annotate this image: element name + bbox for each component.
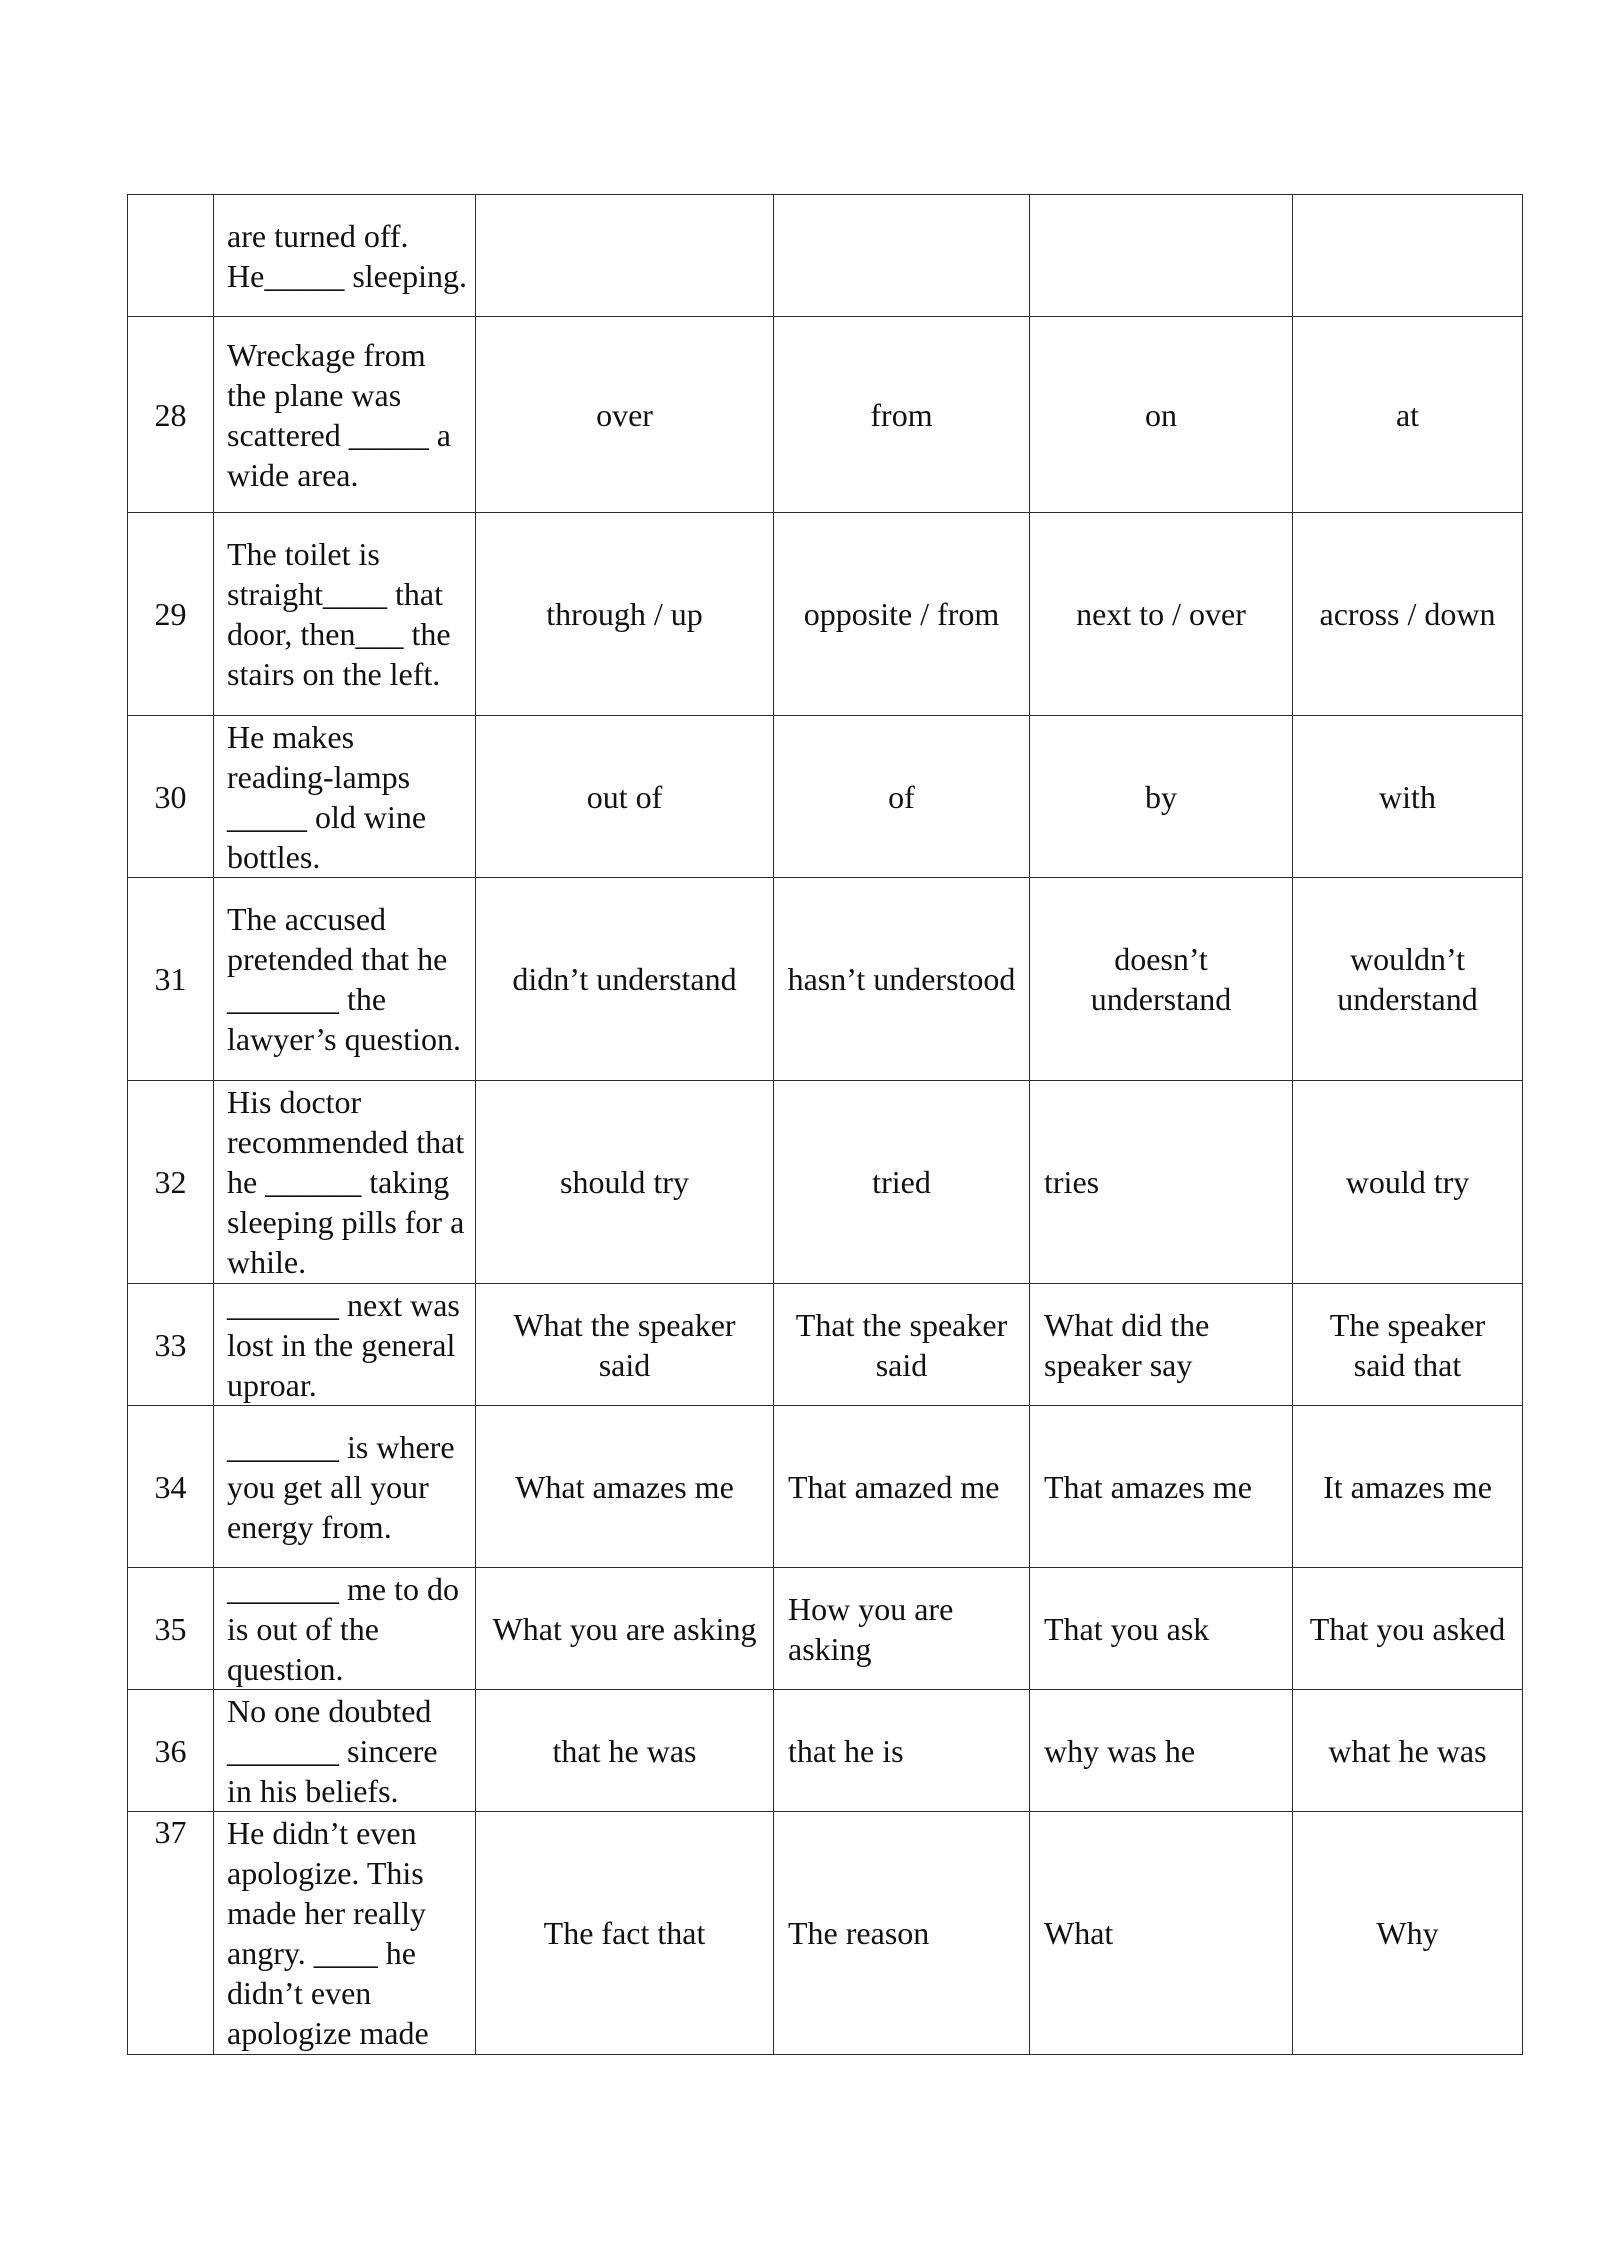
option-c: next to / over: [1030, 513, 1293, 716]
option-d: The speaker said that: [1293, 1284, 1523, 1406]
option-b: The reason: [774, 1812, 1030, 2055]
option-d: wouldn’t understand: [1293, 878, 1523, 1081]
option-b: that he is: [774, 1690, 1030, 1812]
option-c: That amazes me: [1030, 1406, 1293, 1568]
option-a: should try: [476, 1081, 774, 1284]
table-row: [128, 878, 1523, 1081]
option-a: didn’t understand: [476, 878, 774, 1081]
table-row: [128, 1081, 1523, 1284]
table-row: [128, 1812, 1523, 2055]
question-number: 28: [128, 317, 214, 513]
option-b: tried: [774, 1081, 1030, 1284]
question-number: 36: [128, 1690, 214, 1812]
table-row: [128, 1690, 1523, 1812]
question-number: [128, 195, 214, 317]
document-page: [127, 194, 1522, 2055]
option-b: of: [774, 716, 1030, 878]
question-text: Wreckage from the plane was scattered _____ a wide area.: [214, 317, 476, 513]
question-text: The accused pretended that he _______ the lawyer’s question.: [214, 878, 476, 1081]
option-d: would try: [1293, 1081, 1523, 1284]
option-d: It amazes me: [1293, 1406, 1523, 1568]
option-b: That the speaker said: [774, 1284, 1030, 1406]
multiple-choice-table: [127, 194, 1523, 2055]
option-d: what he was: [1293, 1690, 1523, 1812]
option-c: by: [1030, 716, 1293, 878]
table-row: [128, 1568, 1523, 1690]
option-d: That you asked: [1293, 1568, 1523, 1690]
option-c: on: [1030, 317, 1293, 513]
option-a: out of: [476, 716, 774, 878]
option-c: doesn’t understand: [1030, 878, 1293, 1081]
question-text: _______ me to do is out of the question.: [214, 1568, 476, 1690]
option-a: What amazes me: [476, 1406, 774, 1568]
option-b: from: [774, 317, 1030, 513]
option-a: that he was: [476, 1690, 774, 1812]
question-text: He makes reading-lamps _____ old wine bottles.: [214, 716, 476, 878]
question-number: 34: [128, 1406, 214, 1568]
option-c: What did the speaker say: [1030, 1284, 1293, 1406]
question-text: He didn’t even apologize. This made her really angry. ____ he didn’t even apologize made: [214, 1812, 476, 2055]
option-d: across / down: [1293, 513, 1523, 716]
option-d: Why: [1293, 1812, 1523, 2055]
question-text: The toilet is straight____ that door, then___ the stairs on the left.: [214, 513, 476, 716]
question-text: No one doubted _______ sincere in his beliefs.: [214, 1690, 476, 1812]
question-text: _______ is where you get all your energy from.: [214, 1406, 476, 1568]
question-number: 31: [128, 878, 214, 1081]
option-a: [476, 195, 774, 317]
question-number: 33: [128, 1284, 214, 1406]
table-row: [128, 1406, 1523, 1568]
table-row: [128, 716, 1523, 878]
question-text: _______ next was lost in the general uproar.: [214, 1284, 476, 1406]
table-row: [128, 513, 1523, 716]
option-a: The fact that: [476, 1812, 774, 2055]
option-d: [1293, 195, 1523, 317]
option-c: why was he: [1030, 1690, 1293, 1812]
option-d: at: [1293, 317, 1523, 513]
question-text: His doctor recommended that he ______ taking sleeping pills for a while.: [214, 1081, 476, 1284]
question-number: 30: [128, 716, 214, 878]
option-b: [774, 195, 1030, 317]
table-row: [128, 317, 1523, 513]
option-d: with: [1293, 716, 1523, 878]
option-a: What you are asking: [476, 1568, 774, 1690]
option-a: through / up: [476, 513, 774, 716]
question-number: 29: [128, 513, 214, 716]
option-b: How you are asking: [774, 1568, 1030, 1690]
option-c: tries: [1030, 1081, 1293, 1284]
option-c: That you ask: [1030, 1568, 1293, 1690]
table-row: [128, 195, 1523, 317]
question-text: are turned off. He_____ sleeping.: [214, 195, 476, 317]
option-a: over: [476, 317, 774, 513]
question-number: 37: [128, 1812, 214, 2055]
option-b: hasn’t understood: [774, 878, 1030, 1081]
question-number: 32: [128, 1081, 214, 1284]
question-number: 35: [128, 1568, 214, 1690]
option-b: opposite / from: [774, 513, 1030, 716]
option-a: What the speaker said: [476, 1284, 774, 1406]
table-row: [128, 1284, 1523, 1406]
option-c: [1030, 195, 1293, 317]
option-b: That amazed me: [774, 1406, 1030, 1568]
option-c: What: [1030, 1812, 1293, 2055]
